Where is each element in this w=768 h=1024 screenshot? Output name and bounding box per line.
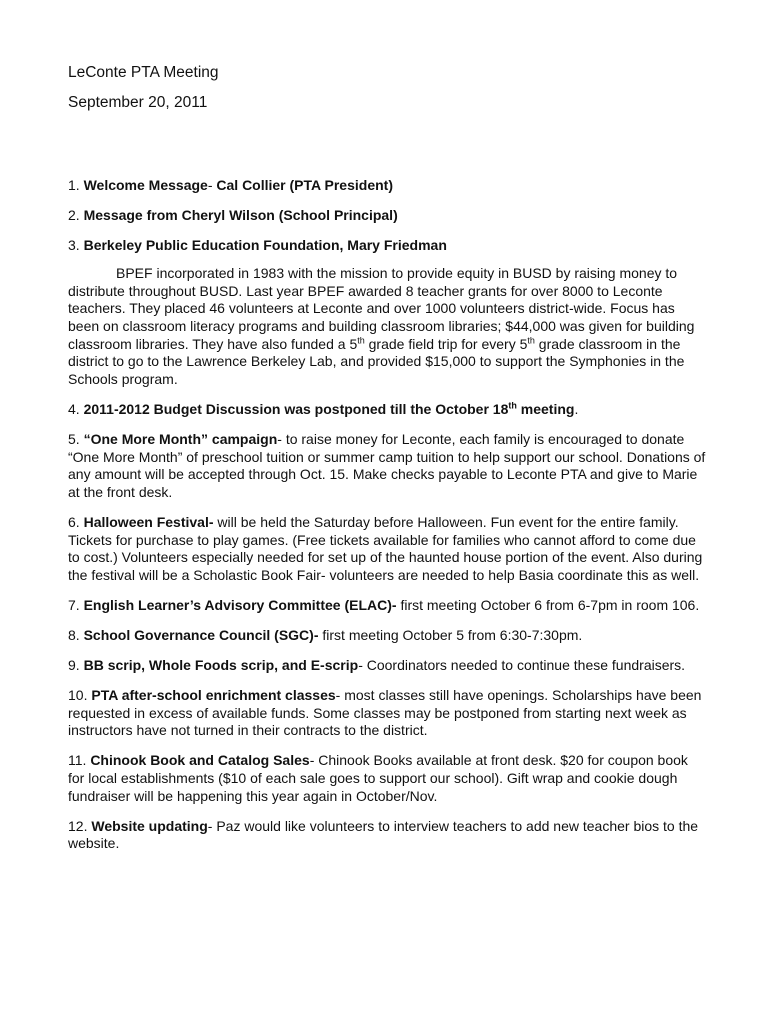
item-number: 6. [68, 513, 84, 530]
agenda-item-9 [68, 657, 708, 675]
item-heading: Chinook Book and Catalog Sales [90, 752, 310, 769]
item-heading: Website updating [91, 817, 208, 834]
item-heading: School Governance Council (SGC)- [83, 626, 319, 643]
item-text: - to raise money for Leconte, each family is encouraged to donate “One More Month” of preschool tuition or summer camp tuition to help support our school. Donations of any amount will be accepted through Oct. 15. Make checks payable to Leconte PTA and give to Marie at the front desk. [68, 431, 706, 500]
item-text: . [574, 400, 579, 417]
paragraph-text: grade classroom in the district to go to the Lawrence Berkeley Lab, and provided $15,000 to support the Symphonies in the Schools program. [68, 335, 685, 387]
item-text: will be held the Saturday before Halloween. Fun event for the entire family. Tickets for purchase to play games. (Free tickets available for families who cannot afford to come due to cost.) Volunteers especially needed for set up of the haunted house portion of the event. Also during the festival will be a Scholastic Book Fair- volunteers are needed to help Basia coordinate this as well. [68, 513, 703, 583]
item-text: - most classes still have openings. Scholarships have been requested in excess of available funds. Some classes may be postponed from starting next week as instructors have not turned in their contracts to the district. [68, 687, 702, 739]
item-number: 5. [68, 431, 84, 448]
ordinal-suffix: th [508, 400, 517, 411]
agenda-item-7 [68, 597, 708, 615]
item-text: - [207, 177, 217, 193]
paragraph-text: BPEF incorporated in 1983 with the mission to provide equity in BUSD by raising money to distribute throughout BUSD. Last year BPEF awarded 8 teacher grants for over 8000 to Leconte teachers. They placed 46 volunteers at Leconte and over 1000 volunteers district-wide. Focus has been on classroom literacy programs and building classroom libraries; $44,000 was given for building classroom libraries. They have also funded a 5 [68, 265, 695, 352]
item-number: 4. [68, 400, 84, 417]
ordinal-suffix: th [527, 335, 535, 345]
document-title: LeConte PTA Meeting [68, 64, 219, 81]
item-number: 12. [68, 817, 92, 834]
item-number: 1. [68, 177, 84, 193]
agenda-item-6 [68, 514, 708, 584]
item-text: - Paz would like volunteers to interview teachers to add new teacher bios to the website. [68, 817, 699, 852]
item-number: 10. [68, 687, 92, 704]
item-heading-speaker: Cal Collier (PTA President) [216, 177, 393, 193]
paragraph-text: grade field trip for every 5 [364, 335, 528, 352]
agenda-item-12 [68, 818, 708, 853]
item-heading: Halloween Festival- [83, 513, 214, 530]
item-number: 11. [68, 752, 91, 769]
agenda-item-1 [68, 177, 708, 195]
item-heading: BB scrip, Whole Foods scrip, and E-scrip [83, 656, 359, 673]
item-heading: 2011-2012 Budget Discussion was postponed till the October 18 [83, 400, 509, 417]
item-number: 7. [68, 596, 84, 613]
item-number: 8. [68, 626, 84, 643]
agenda-list [68, 177, 708, 865]
item-heading: Message from Cheryl Wilson (School Principal) [83, 207, 398, 224]
agenda-item-4 [68, 401, 708, 419]
item-heading: “One More Month” campaign [83, 431, 278, 448]
agenda-item-5 [68, 431, 708, 501]
item-heading: meeting [516, 400, 575, 417]
bpef-paragraph [68, 265, 708, 388]
agenda-item-10 [68, 687, 708, 740]
meeting-date: September 20, 2011 [68, 94, 208, 111]
item-heading: Welcome Message [83, 177, 208, 193]
agenda-item-11 [68, 752, 708, 805]
item-number: 3. [68, 237, 84, 254]
item-text: first meeting October 5 from 6:30-7:30pm. [318, 626, 583, 643]
agenda-item-3 [68, 237, 708, 255]
item-heading: Berkeley Public Education Foundation, Mary Friedman [83, 237, 447, 254]
item-heading: English Learner’s Advisory Committee (ELAC)- [83, 596, 397, 613]
item-text: first meeting October 6 from 6-7pm in room 106. [396, 596, 700, 613]
item-text: - Chinook Books available at front desk. $20 for coupon book for local establishments ($10 of each sale goes to support our school). Gift wrap and cookie dough fundraiser will be happening this year again in October/Nov. [68, 752, 688, 804]
item-number: 9. [68, 656, 84, 673]
ordinal-suffix: th [357, 335, 365, 345]
item-text: - Coordinators needed to continue these fundraisers. [358, 656, 686, 673]
item-number: 2. [68, 207, 84, 224]
item-heading: PTA after-school enrichment classes [91, 687, 336, 704]
agenda-item-2 [68, 207, 708, 225]
agenda-item-8 [68, 627, 708, 645]
